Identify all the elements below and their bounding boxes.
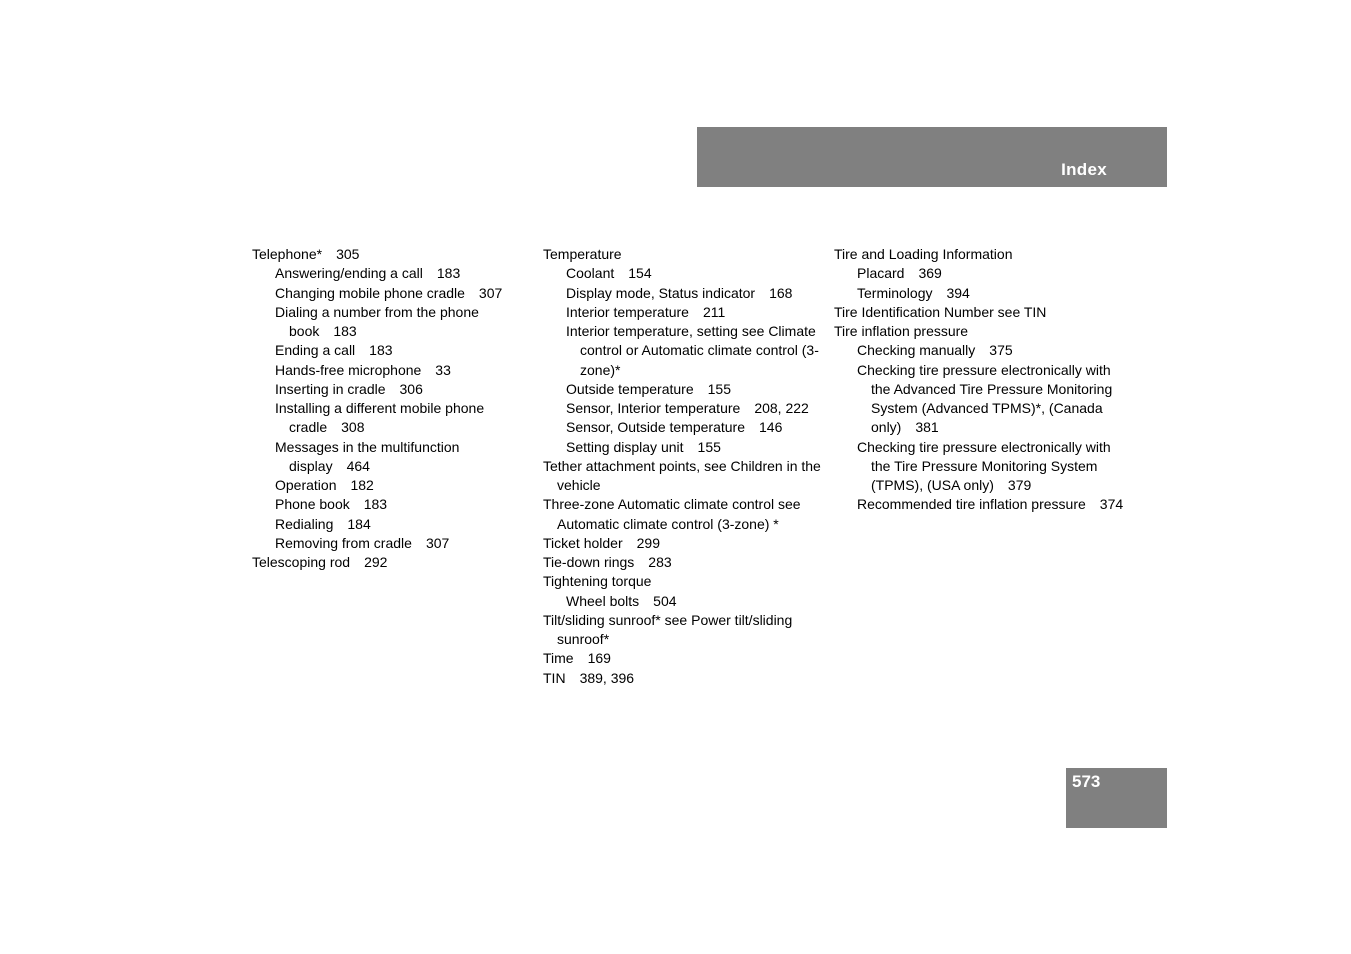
entry-text: TIN	[543, 669, 566, 686]
entry-page-ref[interactable]: 146	[759, 419, 783, 436]
index-subentry	[543, 264, 823, 283]
entry-text: Recommended tire inflation pressure	[857, 496, 1086, 513]
entry-page-ref[interactable]: 183	[363, 496, 388, 513]
index-entry	[834, 245, 1124, 264]
entry-page-ref[interactable]: 375	[989, 342, 1013, 359]
entry-text: Phone book	[275, 496, 350, 513]
entry-text: Answering/ending a call	[275, 265, 423, 282]
entry-page-ref[interactable]: 307	[425, 534, 450, 551]
entry-text: Interior temperature, setting see Climate control or Automatic climate control (3-zone)*	[566, 323, 819, 378]
index-subentry	[252, 534, 532, 553]
index-subentry	[834, 361, 1124, 438]
entry-page-ref[interactable]: 168	[769, 284, 793, 301]
index-subentry	[252, 515, 532, 534]
index-subentry	[543, 303, 823, 322]
index-subentry	[543, 322, 823, 380]
entry-text: Hands-free microphone	[275, 361, 422, 378]
entry-page-ref[interactable]: 389, 396	[579, 669, 635, 686]
index-entry	[543, 495, 823, 534]
entry-page-ref[interactable]: 308	[341, 419, 365, 436]
entry-text: Sensor, Outside temperature	[566, 419, 745, 436]
index-subentry	[252, 341, 532, 360]
index-entry	[543, 245, 823, 264]
index-entry	[252, 245, 532, 264]
entry-text: Tire and Loading Information	[834, 246, 1013, 262]
index-subentry	[543, 438, 823, 457]
index-entry	[252, 553, 532, 572]
entry-page-ref[interactable]: 154	[628, 265, 652, 282]
entry-page-ref[interactable]: 464	[346, 457, 370, 474]
entry-page-ref[interactable]: 292	[364, 554, 388, 570]
index-entry	[543, 611, 823, 650]
index-entry	[543, 572, 823, 591]
entry-page-ref[interactable]: 307	[478, 284, 503, 301]
index-subentry	[252, 303, 532, 342]
index-subentry	[252, 284, 532, 303]
index-column-2	[543, 245, 823, 688]
entry-page-ref[interactable]: 211	[702, 303, 726, 320]
entry-page-ref[interactable]: 306	[399, 380, 423, 397]
index-subentry	[252, 438, 532, 477]
entry-text: Operation	[275, 477, 337, 493]
index-entry	[834, 322, 1124, 341]
entry-page-ref[interactable]: 183	[436, 265, 461, 282]
entry-text: Checking manually	[857, 342, 976, 359]
entry-text: Changing mobile phone cradle	[275, 284, 465, 301]
entry-text: Time	[543, 650, 574, 667]
index-subentry	[834, 495, 1124, 514]
index-subentry	[252, 476, 532, 495]
index-subentry	[252, 361, 532, 380]
entry-page-ref[interactable]: 394	[946, 284, 970, 301]
entry-text: Redialing	[275, 515, 334, 532]
entry-page-ref[interactable]: 169	[587, 650, 611, 667]
entry-page-ref[interactable]: 33	[435, 361, 451, 378]
entry-text: Messages in the multifunction display	[275, 438, 460, 474]
entry-text: Tire inflation pressure	[834, 323, 969, 339]
entry-text: Ending a call	[275, 342, 356, 359]
page-number-box	[1066, 768, 1167, 828]
index-entry	[543, 649, 823, 668]
entry-text: Wheel bolts	[566, 592, 640, 609]
entry-page-ref[interactable]: 155	[697, 438, 721, 455]
entry-text: Tightening torque	[543, 573, 652, 590]
entry-page-ref[interactable]: 381	[915, 419, 939, 436]
entry-text: Ticket holder	[543, 534, 623, 551]
index-subentry	[834, 438, 1124, 496]
page-number: 573	[1072, 772, 1101, 791]
entry-text: Removing from cradle	[275, 534, 412, 551]
index-subentry	[252, 399, 532, 438]
entry-text: Terminology	[857, 284, 933, 301]
index-entry	[543, 553, 823, 572]
index-subentry	[252, 264, 532, 283]
entry-text: Interior temperature	[566, 303, 689, 320]
entry-page-ref[interactable]: 504	[653, 592, 677, 609]
entry-page-ref[interactable]: 305	[336, 246, 360, 262]
entry-page-ref[interactable]: 182	[350, 477, 374, 493]
entry-text: Sensor, Interior temperature	[566, 400, 741, 416]
index-subentry	[252, 495, 532, 514]
entry-page-ref[interactable]: 369	[918, 265, 942, 282]
index-subentry	[834, 284, 1124, 303]
entry-text: Telescoping rod	[252, 554, 351, 570]
entry-text: Three-zone Automatic climate control see Automatic climate control (3-zone) *	[543, 496, 801, 532]
entry-text: Checking tire pressure electronically with the Tire Pressure Monitoring System (TPMS), (USA only)	[857, 438, 1111, 493]
index-subentry	[834, 264, 1124, 283]
entry-text: Placard	[857, 265, 905, 282]
entry-page-ref[interactable]: 379	[1007, 477, 1032, 493]
entry-page-ref[interactable]: 208, 222	[754, 400, 809, 416]
entry-text: Coolant	[566, 265, 615, 282]
index-column-1	[252, 245, 532, 572]
entry-text: Outside temperature	[566, 380, 694, 397]
entry-page-ref[interactable]: 184	[347, 515, 371, 532]
index-entry	[543, 669, 823, 688]
index-subentry	[834, 341, 1124, 360]
index-subentry	[252, 380, 532, 399]
entry-text: Inserting in cradle	[275, 380, 386, 397]
entry-page-ref[interactable]: 283	[648, 554, 672, 570]
entry-text: Dialing a number from the phone book	[275, 303, 479, 339]
entry-text: Display mode, Status indicator	[566, 284, 756, 301]
index-subentry	[543, 284, 823, 303]
header-bar	[697, 127, 1167, 187]
entry-page-ref[interactable]: 299	[636, 534, 660, 551]
index-subentry	[543, 380, 823, 399]
entry-text: Temperature	[543, 246, 622, 262]
index-subentry	[543, 592, 823, 611]
entry-text: Tether attachment points, see Children in the vehicle	[543, 457, 821, 493]
entry-text: Tie-down rings	[543, 554, 635, 570]
index-subentry	[543, 399, 823, 418]
entry-text: Installing a different mobile phone cradle	[275, 400, 485, 436]
entry-text: Telephone*	[252, 246, 323, 262]
index-entry	[543, 457, 823, 496]
entry-text: Setting display unit	[566, 438, 684, 455]
entry-text: Checking tire pressure electronically with the Advanced Tire Pressure Monitoring System (Advanced TPMS)*, (Canada only)	[857, 361, 1113, 436]
entry-text: Tilt/sliding sunroof* see Power tilt/sliding sunroof*	[543, 611, 793, 647]
entry-text: Tire Identification Number see TIN	[834, 303, 1047, 320]
entry-page-ref[interactable]: 374	[1099, 496, 1124, 513]
page-title: Index	[1061, 160, 1107, 179]
entry-page-ref[interactable]: 183	[369, 342, 393, 359]
index-column-3	[834, 245, 1124, 515]
index-entry	[834, 303, 1124, 322]
index-entry	[543, 534, 823, 553]
entry-page-ref[interactable]: 183	[333, 323, 357, 339]
index-subentry	[543, 418, 823, 437]
entry-page-ref[interactable]: 155	[707, 380, 731, 397]
